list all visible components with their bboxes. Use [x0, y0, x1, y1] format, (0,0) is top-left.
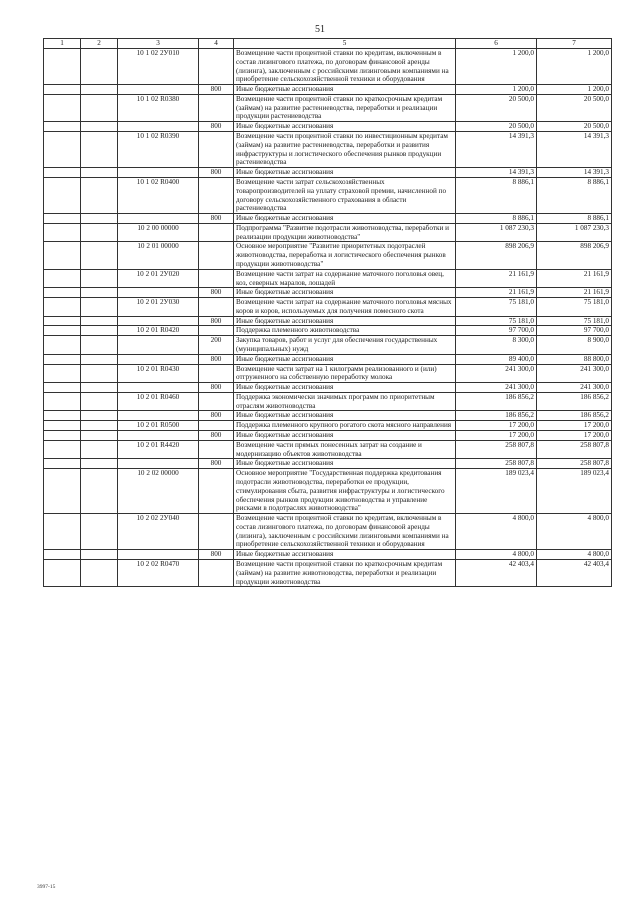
cell-amount-col7: 20 500,0: [537, 94, 612, 121]
table-row: [44, 392, 612, 411]
cell-target-code: [118, 550, 199, 560]
cell-description: Поддержка экономически значимых программ по приоритетным отраслям животноводства: [234, 392, 456, 411]
cell-col2: [81, 85, 118, 95]
cell-col1: [44, 316, 81, 326]
cell-amount-col7: 4 800,0: [537, 514, 612, 550]
cell-col2: [81, 122, 118, 132]
cell-target-code: 10 2 01 R0500: [118, 421, 199, 431]
page-number: 51: [315, 24, 325, 35]
cell-expense-type: [199, 94, 234, 121]
table-row: [44, 242, 612, 269]
table-row: [44, 459, 612, 469]
cell-col2: [81, 168, 118, 178]
cell-expense-type: [199, 392, 234, 411]
cell-amount-col7: 97 700,0: [537, 326, 612, 336]
cell-amount-col7: 4 800,0: [537, 550, 612, 560]
cell-expense-type: [199, 326, 234, 336]
cell-col2: [81, 269, 118, 288]
cell-col1: [44, 223, 81, 242]
table-row: [44, 214, 612, 224]
table-row: [44, 383, 612, 393]
cell-target-code: [118, 316, 199, 326]
column-header: 5: [234, 39, 456, 49]
column-header: 1: [44, 39, 81, 49]
cell-description: Поддержка племенного животноводства: [234, 326, 456, 336]
cell-col1: [44, 469, 81, 514]
cell-target-code: [118, 383, 199, 393]
cell-description: Возмещение части прямых понесенных затрат на создание и модернизацию объектов животноводства: [234, 440, 456, 459]
cell-description: Основное мероприятие "Государственная поддержка кредитования подотрасли животноводства, переработки ее продукции, стимулирования сбыта, развития инфраструктуры и логистического обеспечения рынков продукции животноводства и управление рисками в подотраслях животноводства": [234, 469, 456, 514]
column-header-row: [44, 39, 612, 49]
cell-col2: [81, 469, 118, 514]
cell-amount-col7: 258 807,8: [537, 459, 612, 469]
cell-amount-col6: 75 181,0: [456, 316, 537, 326]
cell-amount-col6: 21 161,9: [456, 288, 537, 298]
cell-col2: [81, 94, 118, 121]
cell-target-code: [118, 85, 199, 95]
cell-target-code: [118, 168, 199, 178]
cell-amount-col7: 42 403,4: [537, 559, 612, 586]
footer-code: 3997-15: [37, 884, 56, 890]
cell-amount-col6: 14 391,3: [456, 132, 537, 168]
cell-target-code: [118, 288, 199, 298]
cell-description: Возмещение части процентной ставки по инвестиционным кредитам (займам) на развитие растениеводства, переработки и развития инфраструктуры и логистического обеспечения рынков продукции растениеводства: [234, 132, 456, 168]
table-row: [44, 559, 612, 586]
cell-target-code: 10 2 01 2У030: [118, 298, 199, 317]
cell-target-code: [118, 459, 199, 469]
cell-amount-col6: 898 206,9: [456, 242, 537, 269]
cell-expense-type: [199, 242, 234, 269]
table-row: [44, 550, 612, 560]
cell-amount-col6: 42 403,4: [456, 559, 537, 586]
cell-description: Иные бюджетные ассигнования: [234, 85, 456, 95]
cell-col2: [81, 214, 118, 224]
cell-amount-col7: 17 200,0: [537, 431, 612, 441]
cell-expense-type: 800: [199, 122, 234, 132]
table-row: [44, 223, 612, 242]
cell-target-code: 10 2 01 00000: [118, 242, 199, 269]
cell-amount-col7: 14 391,3: [537, 168, 612, 178]
cell-description: Подпрограмма "Развитие подотрасли животноводства, переработки и реализации продукции животноводства": [234, 223, 456, 242]
cell-expense-type: 800: [199, 459, 234, 469]
cell-description: Возмещение части процентной ставки по кредитам, включенным в состав лизингового платежа, по договорам финансовой аренды (лизинга), заключенным с российскими лизинговыми компаниями на приобретение сельскохозяйственной техники и оборудования: [234, 49, 456, 85]
column-header: 4: [199, 39, 234, 49]
cell-target-code: 10 2 02 R0470: [118, 559, 199, 586]
cell-expense-type: [199, 469, 234, 514]
cell-amount-col6: 1 200,0: [456, 85, 537, 95]
cell-col1: [44, 514, 81, 550]
cell-amount-col6: 241 300,0: [456, 364, 537, 383]
cell-col2: [81, 421, 118, 431]
cell-description: Иные бюджетные ассигнования: [234, 383, 456, 393]
cell-expense-type: 800: [199, 411, 234, 421]
cell-col1: [44, 49, 81, 85]
cell-amount-col7: 1 200,0: [537, 85, 612, 95]
cell-amount-col6: 14 391,3: [456, 168, 537, 178]
cell-col2: [81, 177, 118, 213]
cell-expense-type: [199, 364, 234, 383]
cell-amount-col6: 258 807,8: [456, 459, 537, 469]
budget-table: [43, 38, 612, 587]
cell-description: Возмещение части затрат на 1 килограмм реализованного и (или) отгруженного на собственную переработку молока: [234, 364, 456, 383]
cell-amount-col6: 75 181,0: [456, 298, 537, 317]
cell-col1: [44, 411, 81, 421]
column-header: 3: [118, 39, 199, 49]
cell-amount-col6: 186 856,2: [456, 411, 537, 421]
cell-col1: [44, 354, 81, 364]
cell-col1: [44, 550, 81, 560]
cell-col1: [44, 336, 81, 355]
cell-col2: [81, 298, 118, 317]
table-row: [44, 326, 612, 336]
cell-target-code: 10 1 02 R0390: [118, 132, 199, 168]
cell-expense-type: 800: [199, 550, 234, 560]
cell-amount-col7: 20 500,0: [537, 122, 612, 132]
cell-col1: [44, 421, 81, 431]
cell-col1: [44, 383, 81, 393]
cell-amount-col7: 1 200,0: [537, 49, 612, 85]
cell-description: Возмещение части процентной ставки по кредитам, включенным в состав лизингового платежа, по договорам финансовой аренды (лизинга), заключенным с российскими лизинговыми компаниями на приобретение сельскохозяйственной техники и оборудования: [234, 514, 456, 550]
cell-amount-col6: 21 161,9: [456, 269, 537, 288]
cell-target-code: [118, 354, 199, 364]
cell-amount-col6: 189 023,4: [456, 469, 537, 514]
cell-target-code: 10 1 02 R0380: [118, 94, 199, 121]
cell-amount-col7: 8 900,0: [537, 336, 612, 355]
cell-col2: [81, 316, 118, 326]
column-header: 7: [537, 39, 612, 49]
cell-expense-type: [199, 49, 234, 85]
cell-amount-col7: 14 391,3: [537, 132, 612, 168]
cell-col2: [81, 354, 118, 364]
cell-col2: [81, 364, 118, 383]
cell-col1: [44, 122, 81, 132]
cell-expense-type: [199, 298, 234, 317]
table-row: [44, 469, 612, 514]
cell-description: Иные бюджетные ассигнования: [234, 316, 456, 326]
cell-description: Иные бюджетные ассигнования: [234, 214, 456, 224]
cell-description: Иные бюджетные ассигнования: [234, 431, 456, 441]
cell-description: Иные бюджетные ассигнования: [234, 168, 456, 178]
table-row: [44, 421, 612, 431]
cell-col2: [81, 223, 118, 242]
cell-expense-type: [199, 177, 234, 213]
table-row: [44, 85, 612, 95]
cell-description: Иные бюджетные ассигнования: [234, 411, 456, 421]
cell-amount-col6: 8 886,1: [456, 177, 537, 213]
cell-expense-type: 800: [199, 354, 234, 364]
cell-amount-col6: 8 300,0: [456, 336, 537, 355]
cell-col1: [44, 214, 81, 224]
cell-amount-col6: 1 200,0: [456, 49, 537, 85]
cell-amount-col7: 8 886,1: [537, 214, 612, 224]
cell-col2: [81, 550, 118, 560]
cell-target-code: 10 1 02 2У010: [118, 49, 199, 85]
cell-col2: [81, 440, 118, 459]
cell-description: Иные бюджетные ассигнования: [234, 122, 456, 132]
cell-amount-col6: 89 400,0: [456, 354, 537, 364]
table-row: [44, 354, 612, 364]
column-header: 6: [456, 39, 537, 49]
cell-amount-col7: 88 800,0: [537, 354, 612, 364]
cell-col1: [44, 85, 81, 95]
cell-col2: [81, 49, 118, 85]
table-row: [44, 122, 612, 132]
cell-description: Возмещение части затрат на содержание маточного поголовья мясных коров и коров, используемых для получения помесного скота: [234, 298, 456, 317]
cell-expense-type: [199, 269, 234, 288]
table-row: [44, 298, 612, 317]
cell-description: Основное мероприятие "Развитие приоритетных подотраслей животноводства, переработка и логистического обеспечения рынков продукции животноводства": [234, 242, 456, 269]
cell-amount-col6: 186 856,2: [456, 392, 537, 411]
cell-expense-type: 200: [199, 336, 234, 355]
cell-amount-col6: 20 500,0: [456, 122, 537, 132]
cell-amount-col6: 17 200,0: [456, 431, 537, 441]
cell-amount-col6: 4 800,0: [456, 550, 537, 560]
table-row: [44, 431, 612, 441]
cell-col1: [44, 269, 81, 288]
cell-target-code: [118, 411, 199, 421]
cell-target-code: 10 2 01 R0420: [118, 326, 199, 336]
cell-target-code: [118, 122, 199, 132]
cell-col2: [81, 559, 118, 586]
table-row: [44, 132, 612, 168]
cell-target-code: [118, 431, 199, 441]
cell-amount-col7: 75 181,0: [537, 316, 612, 326]
cell-expense-type: 800: [199, 383, 234, 393]
cell-col2: [81, 326, 118, 336]
cell-target-code: [118, 214, 199, 224]
cell-col2: [81, 411, 118, 421]
cell-col1: [44, 431, 81, 441]
cell-amount-col7: 75 181,0: [537, 298, 612, 317]
cell-target-code: 10 2 01 R0460: [118, 392, 199, 411]
cell-col1: [44, 242, 81, 269]
cell-target-code: 10 2 00 00000: [118, 223, 199, 242]
cell-col1: [44, 132, 81, 168]
cell-expense-type: [199, 223, 234, 242]
table-row: [44, 49, 612, 85]
cell-target-code: 10 2 02 2У040: [118, 514, 199, 550]
cell-amount-col7: 21 161,9: [537, 288, 612, 298]
cell-amount-col7: 21 161,9: [537, 269, 612, 288]
cell-description: Закупка товаров, работ и услуг для обеспечения государственных (муниципальных) нужд: [234, 336, 456, 355]
cell-col2: [81, 288, 118, 298]
cell-expense-type: 800: [199, 288, 234, 298]
cell-expense-type: 800: [199, 431, 234, 441]
cell-amount-col7: 241 300,0: [537, 364, 612, 383]
cell-col1: [44, 326, 81, 336]
cell-col2: [81, 132, 118, 168]
cell-col2: [81, 431, 118, 441]
cell-amount-col6: 258 807,8: [456, 440, 537, 459]
cell-col1: [44, 459, 81, 469]
table-row: [44, 364, 612, 383]
cell-amount-col7: 8 886,1: [537, 177, 612, 213]
table-row: [44, 177, 612, 213]
cell-col2: [81, 242, 118, 269]
cell-amount-col7: 189 023,4: [537, 469, 612, 514]
cell-amount-col7: 898 206,9: [537, 242, 612, 269]
cell-col1: [44, 177, 81, 213]
table-row: [44, 316, 612, 326]
table-row: [44, 94, 612, 121]
cell-description: Иные бюджетные ассигнования: [234, 288, 456, 298]
cell-expense-type: 800: [199, 316, 234, 326]
cell-amount-col7: 186 856,2: [537, 411, 612, 421]
cell-target-code: 10 2 01 2У020: [118, 269, 199, 288]
cell-expense-type: [199, 559, 234, 586]
cell-amount-col6: 20 500,0: [456, 94, 537, 121]
cell-amount-col6: 4 800,0: [456, 514, 537, 550]
table-row: [44, 440, 612, 459]
cell-col2: [81, 383, 118, 393]
cell-amount-col6: 8 886,1: [456, 214, 537, 224]
cell-col2: [81, 336, 118, 355]
cell-col1: [44, 288, 81, 298]
table-row: [44, 269, 612, 288]
table-row: [44, 336, 612, 355]
table-row: [44, 411, 612, 421]
table-body: [44, 49, 612, 587]
cell-col1: [44, 559, 81, 586]
cell-col2: [81, 514, 118, 550]
cell-col2: [81, 392, 118, 411]
cell-description: Иные бюджетные ассигнования: [234, 550, 456, 560]
cell-description: Иные бюджетные ассигнования: [234, 354, 456, 364]
cell-description: Возмещение части затрат сельскохозяйственных товаропроизводителей на уплату страховой премии, начисленной по договору сельскохозяйственного страхования в области растениеводства: [234, 177, 456, 213]
cell-amount-col7: 17 200,0: [537, 421, 612, 431]
cell-amount-col7: 241 300,0: [537, 383, 612, 393]
cell-amount-col6: 241 300,0: [456, 383, 537, 393]
column-header: 2: [81, 39, 118, 49]
cell-amount-col6: 1 087 230,3: [456, 223, 537, 242]
cell-description: Поддержка племенного крупного рогатого скота мясного направления: [234, 421, 456, 431]
cell-expense-type: 800: [199, 168, 234, 178]
cell-description: Иные бюджетные ассигнования: [234, 459, 456, 469]
cell-target-code: 10 2 01 R0430: [118, 364, 199, 383]
cell-target-code: [118, 336, 199, 355]
cell-amount-col6: 97 700,0: [456, 326, 537, 336]
cell-col2: [81, 459, 118, 469]
table-row: [44, 514, 612, 550]
cell-expense-type: 800: [199, 214, 234, 224]
cell-amount-col6: 17 200,0: [456, 421, 537, 431]
cell-expense-type: [199, 440, 234, 459]
cell-amount-col7: 258 807,8: [537, 440, 612, 459]
table-row: [44, 288, 612, 298]
cell-expense-type: [199, 132, 234, 168]
cell-expense-type: [199, 514, 234, 550]
cell-col1: [44, 94, 81, 121]
cell-description: Возмещение части затрат на содержание маточного поголовья овец, коз, северных маралов, лошадей: [234, 269, 456, 288]
cell-col1: [44, 392, 81, 411]
cell-amount-col7: 186 856,2: [537, 392, 612, 411]
cell-expense-type: 800: [199, 85, 234, 95]
cell-target-code: 10 2 01 R4420: [118, 440, 199, 459]
cell-target-code: 10 2 02 00000: [118, 469, 199, 514]
cell-col1: [44, 364, 81, 383]
cell-col1: [44, 168, 81, 178]
cell-col1: [44, 440, 81, 459]
cell-description: Возмещение части процентной ставки по краткосрочным кредитам (займам) на развитие растениеводства, переработки и реализации продукции растениеводства: [234, 94, 456, 121]
cell-description: Возмещение части процентной ставки по краткосрочным кредитам (займам) на развитие животноводства, переработки и реализации продукции животноводства: [234, 559, 456, 586]
cell-amount-col7: 1 087 230,3: [537, 223, 612, 242]
cell-target-code: 10 1 02 R0400: [118, 177, 199, 213]
cell-col1: [44, 298, 81, 317]
table-row: [44, 168, 612, 178]
cell-expense-type: [199, 421, 234, 431]
